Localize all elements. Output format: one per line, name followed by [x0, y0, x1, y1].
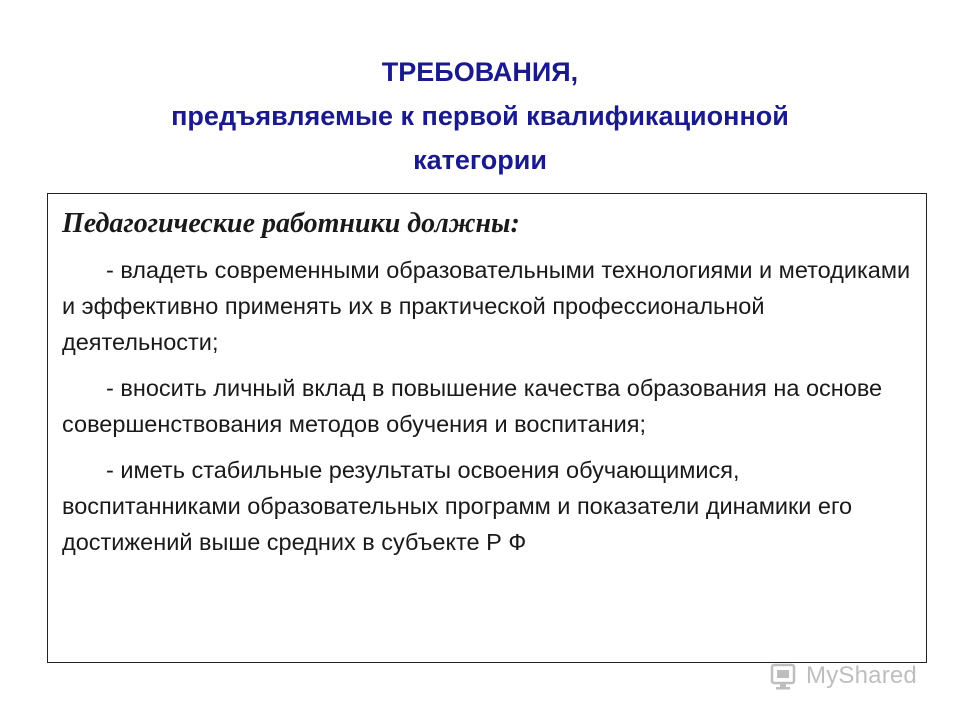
requirement-item-1: - владеть современными образовательными технологиями и методиками и эффективно применять их в практической профессиональной деятельности; — [62, 257, 911, 355]
title-line-3: категории — [413, 145, 547, 175]
watermark-text: MyShared — [806, 662, 917, 689]
requirement-item-3: - иметь стабильные результаты освоения обучающимися, воспитанниками образовательных программ и показатели динамики его достижений выше средних в субъекте Р Ф — [62, 457, 853, 555]
myshared-logo-icon — [770, 661, 800, 691]
title-line-2: предъявляемые к первой квалификационной — [171, 101, 789, 131]
requirements-heading: Педагогические работники должны: — [62, 208, 520, 239]
myshared-watermark — [770, 656, 917, 696]
requirement-item-2: - вносить личный вклад в повышение качества образования на основе совершенствования методов обучения и воспитания; — [62, 375, 883, 437]
slide-title — [60, 50, 900, 182]
title-line-1: ТРЕБОВАНИЯ, — [381, 57, 579, 87]
requirements-box — [47, 193, 927, 663]
